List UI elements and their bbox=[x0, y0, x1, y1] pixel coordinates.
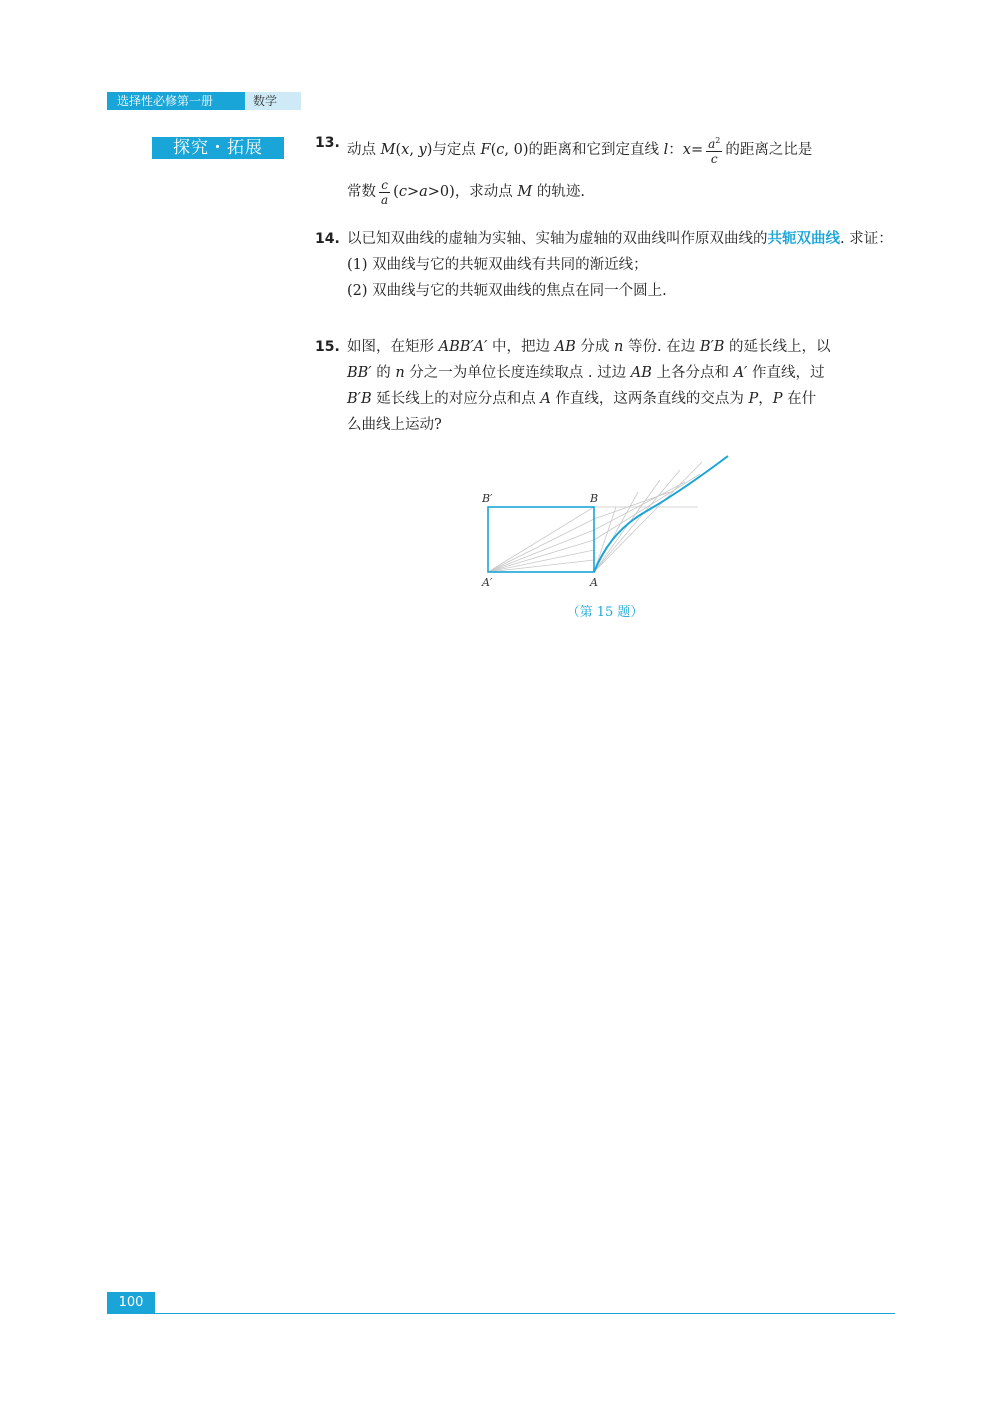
label-a: A bbox=[590, 576, 598, 589]
highlight-term: 共轭双曲线 bbox=[767, 230, 840, 247]
problem-15 bbox=[315, 334, 897, 438]
subject-label: 数学 bbox=[245, 92, 301, 110]
problem-body: 动点 M(x, y)与定点 F(c, 0)的距离和它到定直线 l：x= $\frac{a^2}{c}$ 的距离之比是 常数 $\frac{c}{a}$ (c>a>0)，求动点 M 的轨迹. bbox=[347, 136, 813, 207]
problem-number: 14. bbox=[315, 231, 340, 247]
problem-number: 13. bbox=[315, 135, 340, 151]
label-b: B bbox=[590, 492, 599, 505]
figure-caption: （第 15 题） bbox=[566, 605, 644, 620]
hyperbola-curve bbox=[594, 456, 728, 572]
book-title: 选择性必修第一册 bbox=[107, 92, 245, 110]
page-number: 100 bbox=[107, 1292, 155, 1314]
sub-question-2: (2) 双曲线与它的共轭双曲线的焦点在同一个圆上. bbox=[347, 283, 667, 299]
label-a-prime: A′ bbox=[482, 576, 493, 589]
rectangle-hyperbola-figure bbox=[470, 452, 740, 612]
problem-body: 如图，在矩形 ABB′A′ 中，把边 AB 分成 n 等份. 在边 B′B 的延长线上，以 BB′ 的 n 分之一为单位长度连续取点 . 过边 AB 上各分点和 A′ 作直线，过 B′B 延长线上的对应分点和点 A 作直线，这两条直线的交点为 P，P 在什 么曲线上运动? bbox=[347, 339, 831, 433]
section-tag: 探究・拓展 bbox=[152, 137, 284, 159]
problem-14 bbox=[315, 226, 897, 304]
construction-lines bbox=[488, 462, 702, 572]
label-b-prime: B′ bbox=[482, 492, 493, 505]
problem-body: 以已知双曲线的虚轴为实轴、实轴为虚轴的双曲线叫作原双曲线的共轭双曲线. 求证： (1) 双曲线与它的共轭双曲线有共同的渐近线； (2) 双曲线与它的共轭双曲线的焦点在同一个圆上. bbox=[347, 226, 897, 304]
problem-13 bbox=[315, 130, 897, 212]
problem-number: 15. bbox=[315, 339, 340, 355]
sub-question-1: (1) 双曲线与它的共轭双曲线有共同的渐近线； bbox=[347, 257, 648, 273]
footer-rule bbox=[155, 1313, 895, 1314]
running-header bbox=[107, 92, 301, 110]
